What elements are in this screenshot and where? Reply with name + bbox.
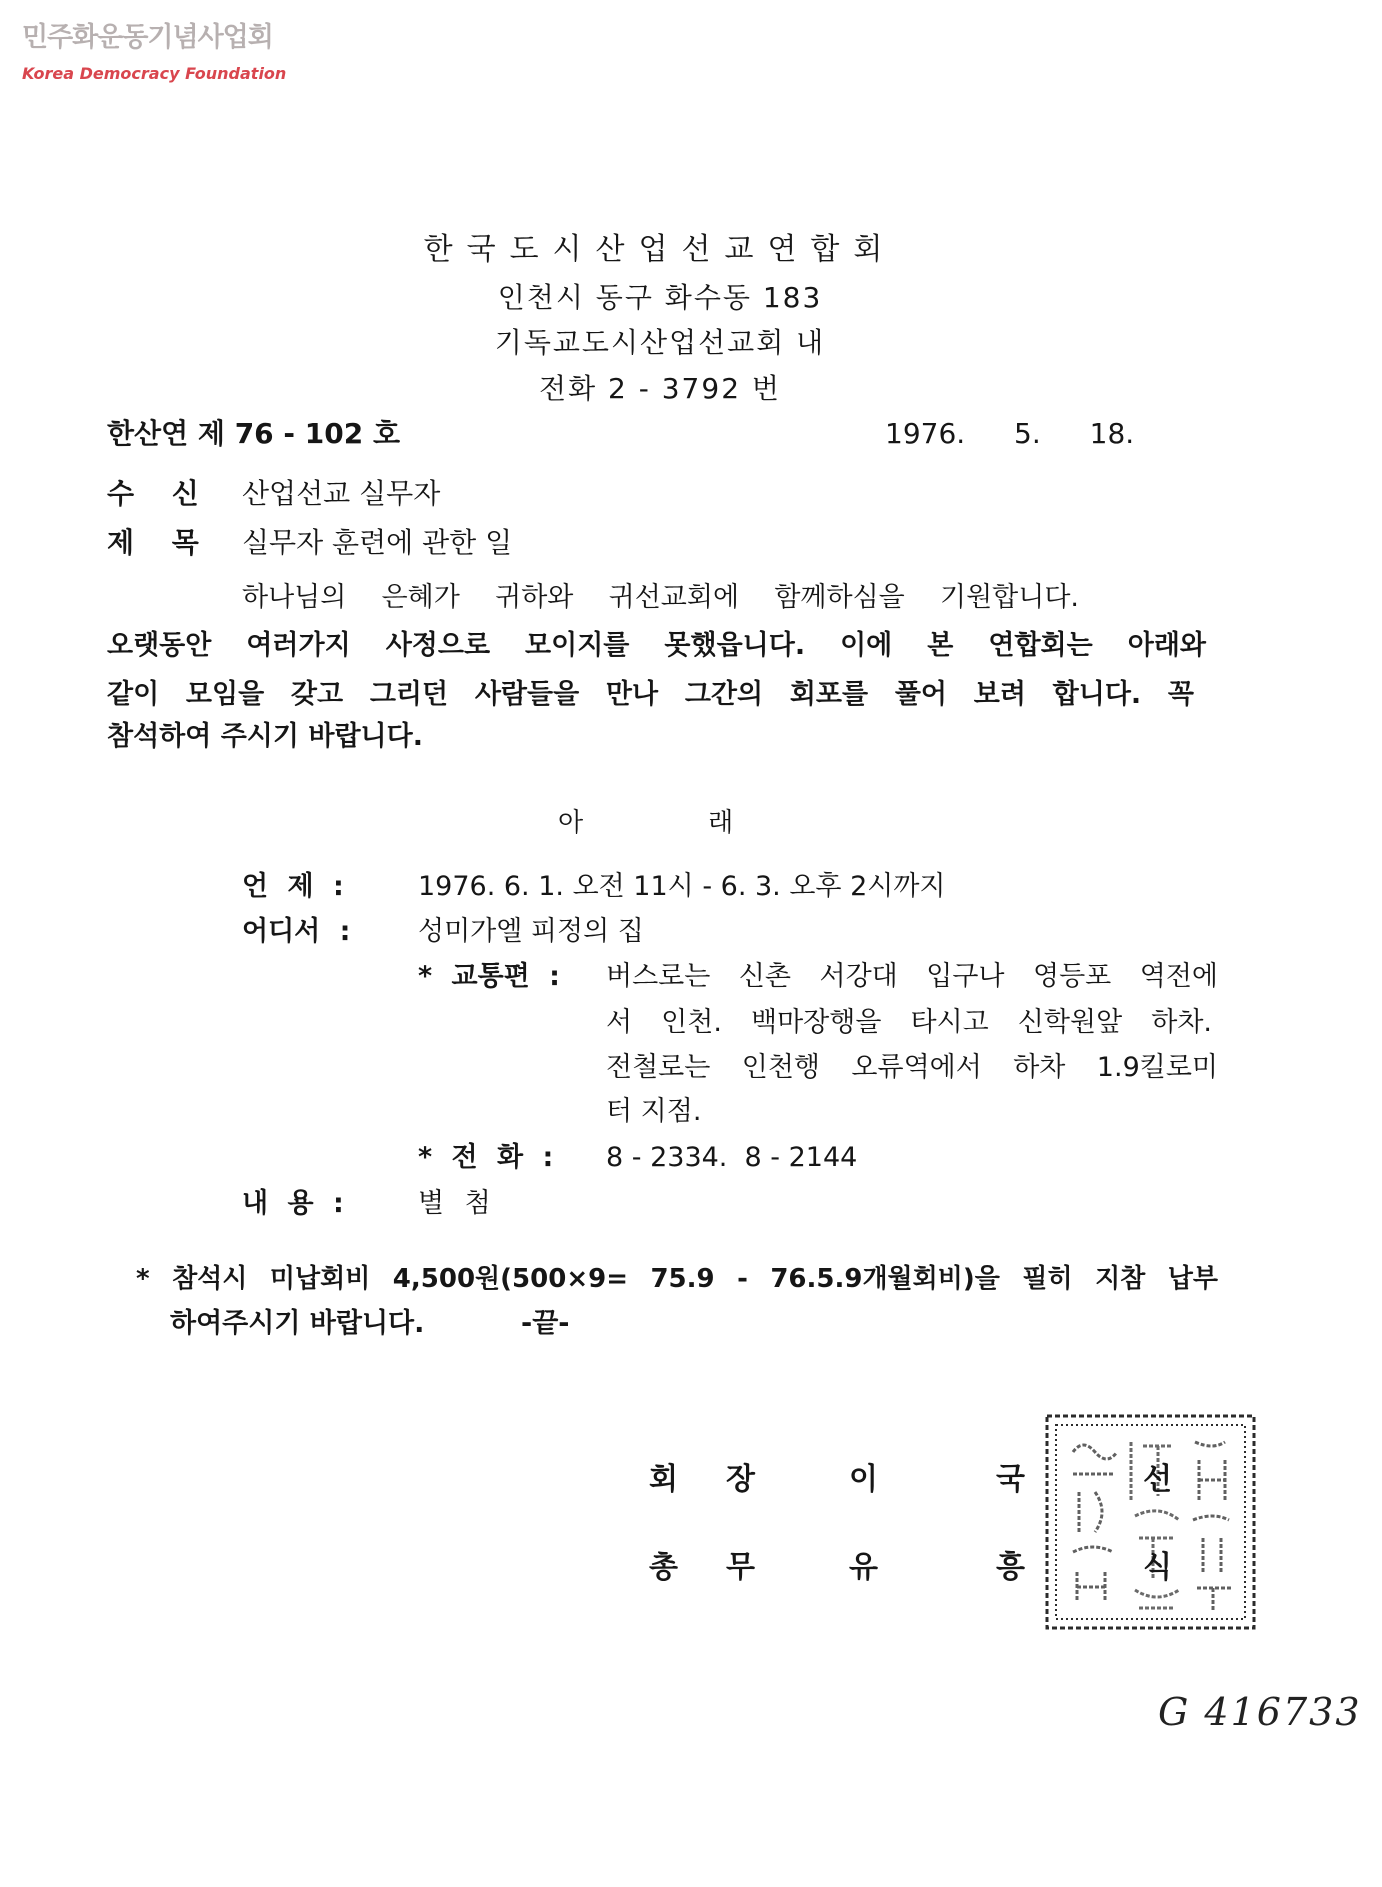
content-value: 별 첨	[418, 1188, 491, 1219]
transport-line-1: 버스로는 신촌 서강대 입구나 영등포 역전에	[606, 961, 1218, 992]
recipient-label: 수 신	[107, 477, 199, 510]
body-line-3: 같이 모임을 갖고 그리던 사람들을 만나 그간의 회포를 풀어 보려 합니다. 꼭	[107, 679, 1194, 710]
body-line-1: 하나님의 은혜가 귀하와 귀선교회에 함께하심을 기원합니다.	[242, 582, 1079, 613]
org-address: 인천시 동구 화수동 183	[497, 281, 823, 314]
document-date: 1976. 5. 18.	[885, 417, 1135, 450]
where-value: 성미가엘 피정의 집	[418, 916, 644, 947]
subject-value: 실무자 훈련에 관한 일	[242, 526, 513, 559]
phone-label: * 전 화 :	[418, 1142, 554, 1173]
details-heading: 아래	[558, 808, 859, 838]
content-label: 내 용 :	[242, 1188, 344, 1219]
body-line-4: 참석하여 주시기 바랍니다.	[107, 721, 423, 752]
notice-line-2: 하여주시기 바랍니다.	[170, 1308, 425, 1339]
watermark-korean: 민주화운동기념사업회	[22, 22, 273, 53]
recipient-value: 산업선교 실무자	[242, 477, 441, 510]
official-seal	[1043, 1412, 1258, 1632]
subject-label: 제 목	[107, 526, 199, 559]
end-mark: -끝-	[521, 1308, 570, 1339]
org-name: 한국도시산업선교연합회	[423, 232, 897, 267]
signature-2-name: 유흥식	[849, 1550, 1290, 1585]
transport-line-2: 서 인천. 백마장행을 타시고 신학원앞 하차.	[606, 1007, 1212, 1038]
handwritten-reference: G 416733	[1158, 1690, 1362, 1734]
org-phone: 전화 2 - 3792 번	[539, 372, 781, 405]
notice-line-1: * 참석시 미납회비 4,500원(500×9= 75.9 - 76.5.9개월회비)을 필히 지참 납부	[136, 1264, 1218, 1294]
signature-1-title: 회장	[649, 1462, 803, 1497]
where-label: 어디서 :	[242, 916, 351, 947]
signature-2-title: 총무	[649, 1550, 803, 1585]
transport-line-3: 전철로는 인천행 오류역에서 하차 1.9킬로미	[606, 1052, 1218, 1083]
when-label: 언 제 :	[242, 871, 344, 902]
transport-label: * 교통편 :	[418, 961, 560, 992]
body-line-2: 오랫동안 여러가지 사정으로 모이지를 못했읍니다. 이에 본 연합회는 아래와	[107, 630, 1206, 661]
when-value: 1976. 6. 1. 오전 11시 - 6. 3. 오후 2시까지	[418, 871, 946, 902]
transport-line-4: 터 지점.	[606, 1096, 702, 1127]
org-location: 기독교도시산업선교회 내	[494, 326, 826, 359]
signature-1-name: 이국선	[849, 1462, 1290, 1497]
watermark-english: Korea Democracy Foundation	[22, 64, 287, 83]
phone-value: 8 - 2334. 8 - 2144	[606, 1142, 858, 1173]
document-number: 한산연 제 76 - 102 호	[107, 417, 401, 450]
